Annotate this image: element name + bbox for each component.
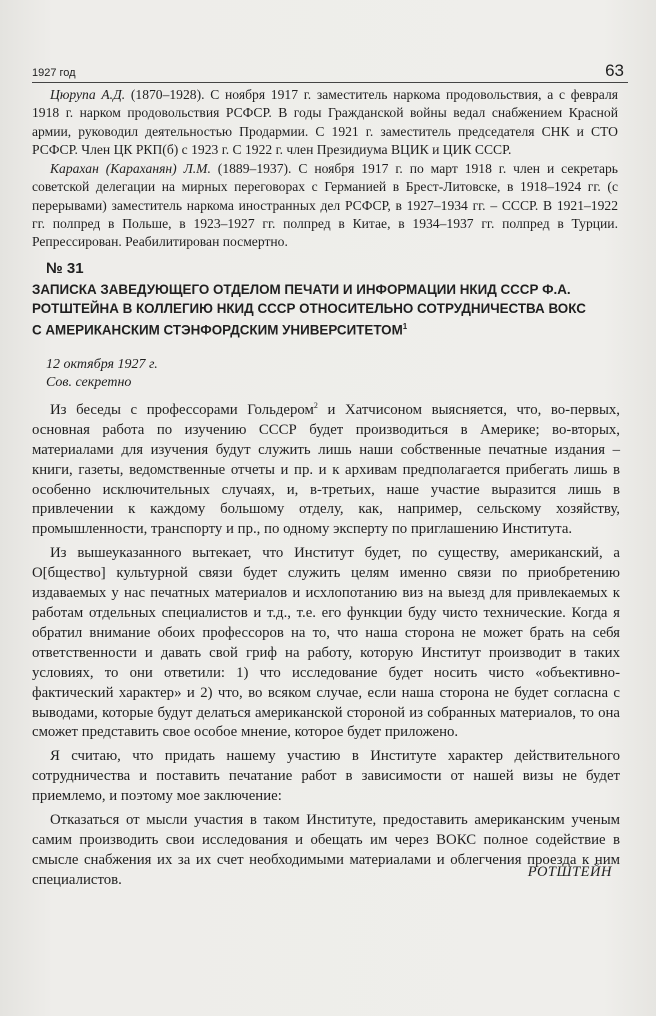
body-paragraph bbox=[32, 396, 620, 540]
document-number: № 31 bbox=[46, 260, 84, 277]
classification-stamp: Сов. секретно bbox=[46, 375, 132, 390]
footnote-ref: 2 bbox=[313, 401, 318, 410]
biographical-notes bbox=[32, 86, 618, 253]
document-title bbox=[32, 281, 592, 340]
paragraph-text: Я считаю, что придать нашему участию в Институте характер действительного сотрудничества и поставить печатание работ в зависимости от нашей визы не будет приемлемо, и поэтому мое заключение: bbox=[32, 748, 620, 805]
note-name: Цюрупа А.Д. bbox=[50, 87, 126, 102]
signature: РОТШТЕЙН bbox=[527, 864, 612, 880]
paragraph-text: и Хатчисоном выясняется, что, во-первых, основная работа по изучению СССР будет производиться в Америке; во-вторых, материалами для изучения будут служить лишь наши собственные печатные издания – книги, газеты, ведомственные отчеты и пр. и к архивам предполагается прибегать лишь в особенно исключительных случаях, и, в-третьих, наше участие выразится лишь в привлечении к каждому большому отделу, как, например, сельскому хозяйству, промышленности, транспорту и пр., по одному эксперту по приглашению Института. bbox=[32, 401, 620, 538]
paragraph-text: Из вышеуказанного вытекает, что Институт будет, по существу, американский, а О[бщество] культурной связи будет служить целям именно связи по приобретению издаваемых у нас печатных материалов и исхлопотанию виз на выезд для привлекаемых к работам отдельных специалистов и т.д., т.е. его функции буду чисто технические. Когда я обратил внимание обоих профессоров на то, что наша сторона не может брать на себя ответственности и давать свой гриф на работу, которую Институт производит в таких условиях, то они ответили: 1) что исследование будет носить чисто «объективно-фактический характер» и 2) что, во всяком случае, если наша сторона не будет согласна с выводами, которые будут делаться американской стороной из собранных материалов, то она сможет представить свое особое мнение, которое будет приложено. bbox=[32, 545, 620, 741]
note-text: (1870–1928). С ноября 1917 г. заместитель наркома продовольствия, а с февраля 1918 г. нарком продовольствия РСФСР. В годы Гражданской войны ведал снабжением Красной армии, руководил деятельностью Продармии. С 1921 г. заместитель председателя СНК и СТО РСФСР. Член ЦК РКП(б) с 1923 г. С 1922 г. член Президиума ВЦИК и ЦИК СССР. bbox=[32, 87, 619, 157]
note-name: Карахан (Караханян) Л.М. bbox=[50, 161, 211, 177]
body-paragraph bbox=[32, 747, 620, 807]
paragraph-text: Из беседы с профессорами Гольдером bbox=[50, 401, 314, 418]
running-head: 1927 год bbox=[32, 67, 76, 79]
title-footnote-ref: 1 bbox=[402, 322, 408, 331]
body-paragraph bbox=[32, 544, 620, 743]
document-body bbox=[32, 396, 620, 895]
document-date: 12 октября 1927 г. bbox=[46, 357, 158, 372]
note-tsyurupa bbox=[32, 86, 618, 159]
document-title-text: ЗАПИСКА ЗАВЕДУЮЩЕГО ОТДЕЛОМ ПЕЧАТИ И ИНФОРМАЦИИ НКИД СССР Ф.А. РОТШТЕЙНА В КОЛЛЕГИЮ НКИД СССР ОТНОСИТЕЛЬНО СОТРУДНИЧЕСТВА ВОКС С АМЕРИКАНСКИМ СТЭНФОРДСКИМ УНИВЕРСИТЕТОМ bbox=[32, 282, 586, 338]
page-number: 63 bbox=[605, 61, 624, 80]
note-karakhan bbox=[32, 160, 618, 251]
paragraph-text: Отказаться от мысли участия в таком Институте, предоставить американским ученым самим производить свои исследования и обещать им через ВОКС полное содействие в смысле снабжения их за их счет необходимыми материалами и облегчения проезда к ним специалистов. bbox=[32, 812, 620, 888]
note-text: (1889–1937). С ноября 1917 г. по март 1918 г. член и секретарь советской делегации на мирных переговорах с Германией в Брест-Литовске, в 1918–1924 гг. (с перерывами) заместитель наркома иностранных дел РСФСР, в 1927–1934 гг. – СССР. В 1921–1922 гг. полпред в Польше, в 1923–1927 гг. полпред в Китае, в 1934–1937 гг. полпред в Турции. Репрессирован. Реабилитирован посмертно. bbox=[32, 161, 618, 250]
page-header bbox=[32, 60, 628, 83]
